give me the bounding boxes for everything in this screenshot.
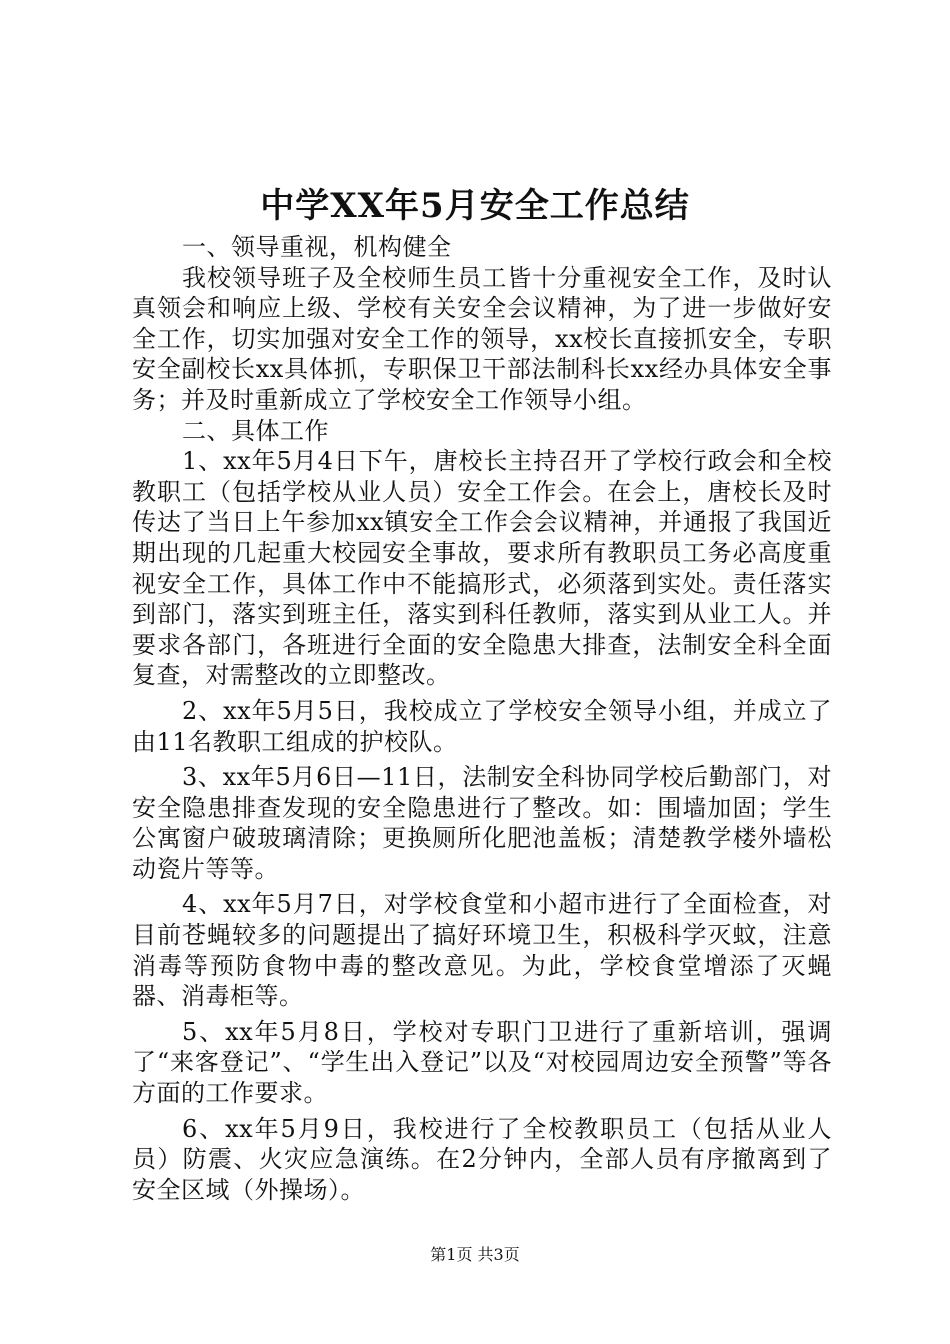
page-footer: 第1页 共3页	[430, 1245, 520, 1264]
document-title: 中学XX年5月安全工作总结	[260, 186, 690, 226]
document-body	[132, 232, 832, 1205]
work-item-6: 6、xx年5月9日，我校进行了全校教职员工（包括从业人员）防震、火灾应急演练。在2分钟内，全部人员有序撤离到了安全区域（外操场）。	[132, 1114, 832, 1204]
work-item-4: 4、xx年5月7日，对学校食堂和小超市进行了全面检查，对目前苍蝇较多的问题提出了搞好环境卫生，积极科学灭蚊，注意消毒等预防食物中毒的整改意见。为此，学校食堂增添了灭蝇器、消毒柜等。	[132, 890, 832, 1011]
work-item-3: 3、xx年5月6日—11日，法制安全科协同学校后勤部门，对安全隐患排查发现的安全隐患进行了整改。如：围墙加固；学生公寓窗户破玻璃清除；更换厕所化肥池盖板；清楚教学楼外墙松动瓷片等等。	[132, 763, 832, 883]
work-item-5: 5、xx年5月8日，学校对专职门卫进行了重新培训，强调了“来客登记”、“学生出入登记”以及“对校园周边安全预警”等各方面的工作要求。	[132, 1017, 832, 1108]
section-heading-1: 一、领导重视，机构健全	[182, 233, 452, 261]
section-heading-2: 二、具体工作	[182, 416, 329, 445]
work-item-1: 1、xx年5月4日下午，唐校长主持召开了学校行政会和全校教职工（包括学校从业人员）安全工作会。在会上，唐校长及时传达了当日上午参加xx镇安全工作会会议精神，并通报了我国近期出现的几起重大校园安全事故，要求所有教职员工务必高度重视安全工作，具体工作中不能搞形式，必须落到实处。责任落实到部门，落实到班主任，落实到科任教师，落实到从业工人。并要求各部门，各班进行全面的安全隐患大排查，法制安全科全面复查，对需整改的立即整改。	[132, 447, 832, 690]
work-item-2: 2、xx年5月5日，我校成立了学校安全领导小组，并成立了由11名教职工组成的护校队。	[132, 696, 832, 756]
section-1-paragraph: 我校领导班子及全校师生员工皆十分重视安全工作，及时认真领会和响应上级、学校有关安全会议精神，为了进一步做好安全工作，切实加强对安全工作的领导，xx校长直接抓安全，专职安全副校长xx具体抓，专职保卫干部法制科长xx经办具体安全事务；并及时重新成立了学校安全工作领导小组。	[132, 263, 832, 414]
